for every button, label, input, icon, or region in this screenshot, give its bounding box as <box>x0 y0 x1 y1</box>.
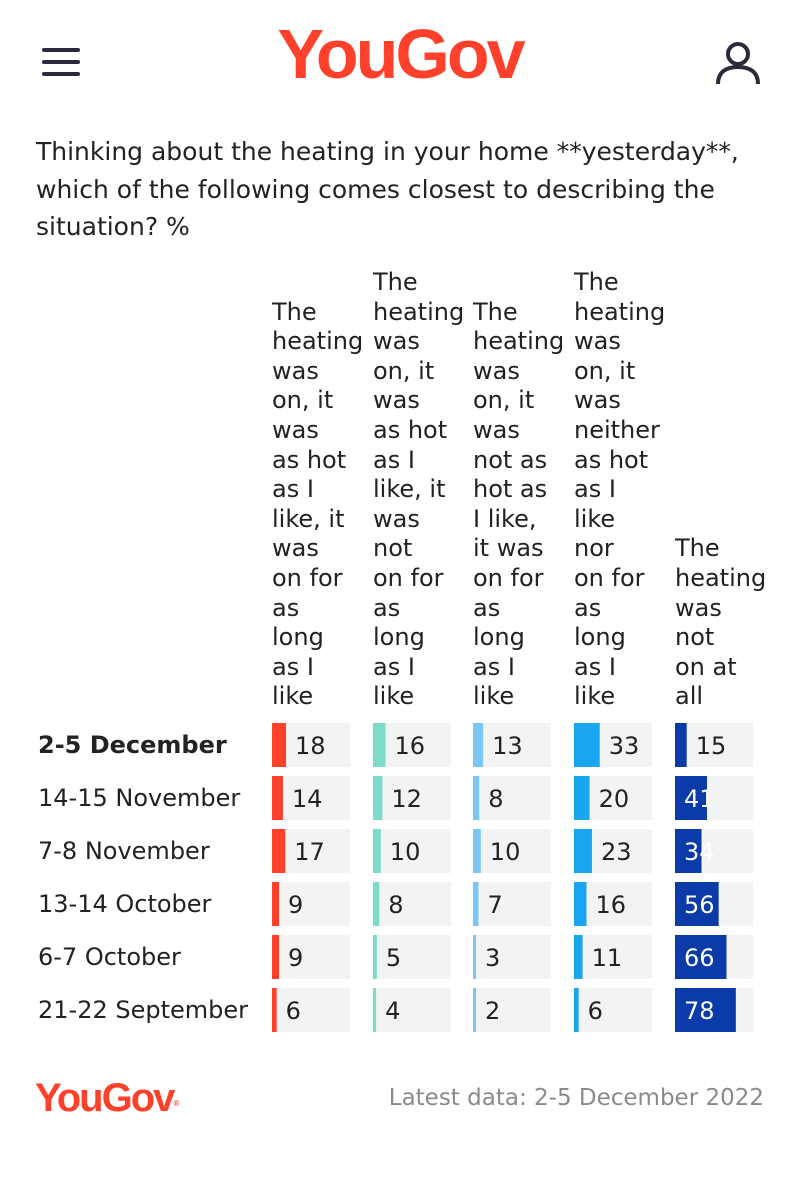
column-header-line: as I <box>373 445 415 474</box>
data-bar <box>473 988 476 1032</box>
column-header-line: like <box>473 682 515 711</box>
column-header-line: long <box>272 623 324 652</box>
data-bar <box>473 935 476 979</box>
data-label: 6 <box>285 997 301 1025</box>
column-header-line: as I <box>473 652 515 681</box>
column-header-line: like <box>574 682 616 711</box>
column-header-line: on for <box>574 563 645 592</box>
column-header-line: on, it <box>272 386 334 415</box>
data-label: 9 <box>288 944 304 972</box>
data-bar <box>473 723 483 767</box>
column-header-line: heating <box>675 563 767 592</box>
column-header-line: hot as <box>473 475 548 504</box>
data-bar <box>272 776 283 820</box>
cell-background <box>373 882 451 926</box>
column-header-line: was <box>473 356 520 385</box>
column-header-line: heating <box>574 297 666 326</box>
column-header-line: as I <box>574 475 616 504</box>
column-header-line: it was <box>473 534 544 563</box>
top-bar <box>0 0 800 120</box>
data-label: 33 <box>608 732 640 760</box>
data-bar <box>272 882 279 926</box>
column-header-line: as <box>574 593 602 622</box>
data-label: 11 <box>591 944 623 972</box>
column-header-3 <box>473 298 569 712</box>
data-label: 18 <box>295 732 326 760</box>
data-label: 10 <box>489 838 521 866</box>
column-header-line: was <box>675 593 722 622</box>
data-bar <box>574 829 592 873</box>
data-label: 14 <box>291 785 323 813</box>
data-bar <box>675 723 687 767</box>
data-bar <box>272 829 285 873</box>
data-label: 5 <box>385 944 402 972</box>
data-label: 41 <box>684 785 715 813</box>
column-header-line: on for <box>473 563 544 592</box>
column-header-line: nor <box>574 534 614 563</box>
column-header-line: as <box>373 593 401 622</box>
column-header-line: long <box>574 623 626 652</box>
data-bar <box>473 882 478 926</box>
column-header-line: was <box>574 386 621 415</box>
data-label: 7 <box>487 891 503 919</box>
column-header-line: The <box>574 268 619 296</box>
cell-background <box>473 882 551 926</box>
column-header-line: as hot <box>373 415 448 444</box>
column-header-line: was <box>373 504 420 533</box>
column-header-1 <box>272 298 368 712</box>
column-header-line: like, it <box>272 504 345 533</box>
column-header-line: heating <box>373 297 465 326</box>
column-header-line: like <box>272 682 314 711</box>
column-header-line: The <box>675 534 720 563</box>
data-label: 16 <box>595 891 627 919</box>
data-bar <box>373 776 382 820</box>
footer-yougov-logo: YouGov® <box>35 1076 180 1120</box>
row-label: 13-14 October <box>38 890 212 918</box>
column-header-line: heating <box>473 327 565 356</box>
cell-background <box>574 988 652 1032</box>
cell-background <box>272 882 350 926</box>
data-label: 16 <box>394 732 426 760</box>
data-bar <box>373 935 377 979</box>
column-header-line: as <box>473 593 501 622</box>
data-label: 56 <box>684 891 715 919</box>
data-label: 13 <box>492 732 523 760</box>
column-header-line: as I <box>574 652 616 681</box>
data-label: 8 <box>488 785 504 813</box>
column-header-line: not <box>373 534 413 563</box>
data-label: 8 <box>388 891 404 919</box>
data-bar <box>574 935 583 979</box>
column-header-line: was <box>473 415 520 444</box>
results-table-chart <box>0 700 800 1045</box>
data-label: 4 <box>385 997 401 1025</box>
user-account-icon[interactable] <box>714 40 762 86</box>
data-bar <box>373 723 385 767</box>
column-header-line: heating <box>272 327 364 356</box>
column-header-2 <box>373 268 469 712</box>
data-bar <box>373 988 376 1032</box>
column-header-4 <box>574 268 670 712</box>
column-header-line: was <box>272 534 319 563</box>
row-label: 2-5 December <box>38 731 227 759</box>
column-header-line: not <box>675 623 715 652</box>
cell-background <box>272 988 350 1032</box>
data-label: 20 <box>598 785 630 813</box>
data-bar <box>574 776 590 820</box>
data-label: 6 <box>587 997 603 1025</box>
column-header-line: was <box>373 386 420 415</box>
data-bar <box>272 988 277 1032</box>
row-label: 7-8 November <box>38 837 210 865</box>
column-header-line: was <box>373 327 420 356</box>
column-header-line: as I <box>272 652 314 681</box>
cell-background <box>473 776 551 820</box>
yougov-logo[interactable]: YouGov <box>277 15 523 93</box>
column-header-line: was <box>272 356 319 385</box>
data-label: 66 <box>684 944 715 972</box>
question-text: Thinking about the heating in your home **yesterday**, which of the following comes closest to describing the situation? % <box>36 137 739 241</box>
column-header-line: as I <box>373 652 415 681</box>
column-header-line: on, it <box>574 356 636 385</box>
column-header-line: as hot <box>272 445 347 474</box>
column-header-line: like <box>373 682 415 711</box>
data-label: 23 <box>600 838 632 866</box>
column-header-line: on for <box>373 563 444 592</box>
column-header-line: The <box>473 297 518 326</box>
column-header-line: I like, <box>473 504 537 533</box>
column-header-line: as I <box>272 475 314 504</box>
cell-background <box>272 935 350 979</box>
data-label: 34 <box>684 838 715 866</box>
data-bar <box>473 829 481 873</box>
column-header-line: like, it <box>373 475 446 504</box>
column-header-line: long <box>473 623 525 652</box>
column-header-line: all <box>675 682 704 711</box>
column-header-line: was <box>272 415 319 444</box>
data-bar <box>373 829 381 873</box>
column-header-5 <box>675 534 771 712</box>
row-label: 14-15 November <box>38 784 241 812</box>
column-header-line: not as <box>473 445 548 474</box>
column-header-line: like <box>574 504 616 533</box>
data-label: 78 <box>684 997 715 1025</box>
data-bar <box>574 882 586 926</box>
data-bar <box>574 988 579 1032</box>
column-header-line: on at <box>675 652 737 681</box>
data-bar <box>373 882 379 926</box>
column-header-line: long <box>373 623 425 652</box>
data-label: 9 <box>288 891 304 919</box>
data-bar <box>574 723 600 767</box>
latest-data-note: Latest data: 2-5 December 2022 <box>388 1085 764 1111</box>
data-bar <box>272 935 279 979</box>
data-bar <box>272 723 286 767</box>
column-header-line: as <box>272 593 300 622</box>
data-label: 12 <box>391 785 422 813</box>
data-bar <box>473 776 479 820</box>
data-label: 17 <box>294 838 325 866</box>
data-label: 10 <box>389 838 421 866</box>
column-header-line: neither <box>574 415 660 444</box>
data-label: 3 <box>485 944 501 972</box>
data-label: 15 <box>695 732 727 760</box>
column-header-line: as hot <box>574 445 649 474</box>
column-header-line: on for <box>272 563 343 592</box>
column-header-line: The <box>272 297 317 326</box>
column-header-line: The <box>373 268 418 296</box>
column-header-line: on, it <box>473 386 535 415</box>
column-header-line: was <box>574 327 621 356</box>
row-label: 6-7 October <box>38 943 181 971</box>
row-label: 21-22 September <box>38 996 249 1024</box>
data-label: 2 <box>485 997 501 1025</box>
cell-background <box>373 935 451 979</box>
column-header-line: on, it <box>373 356 435 385</box>
